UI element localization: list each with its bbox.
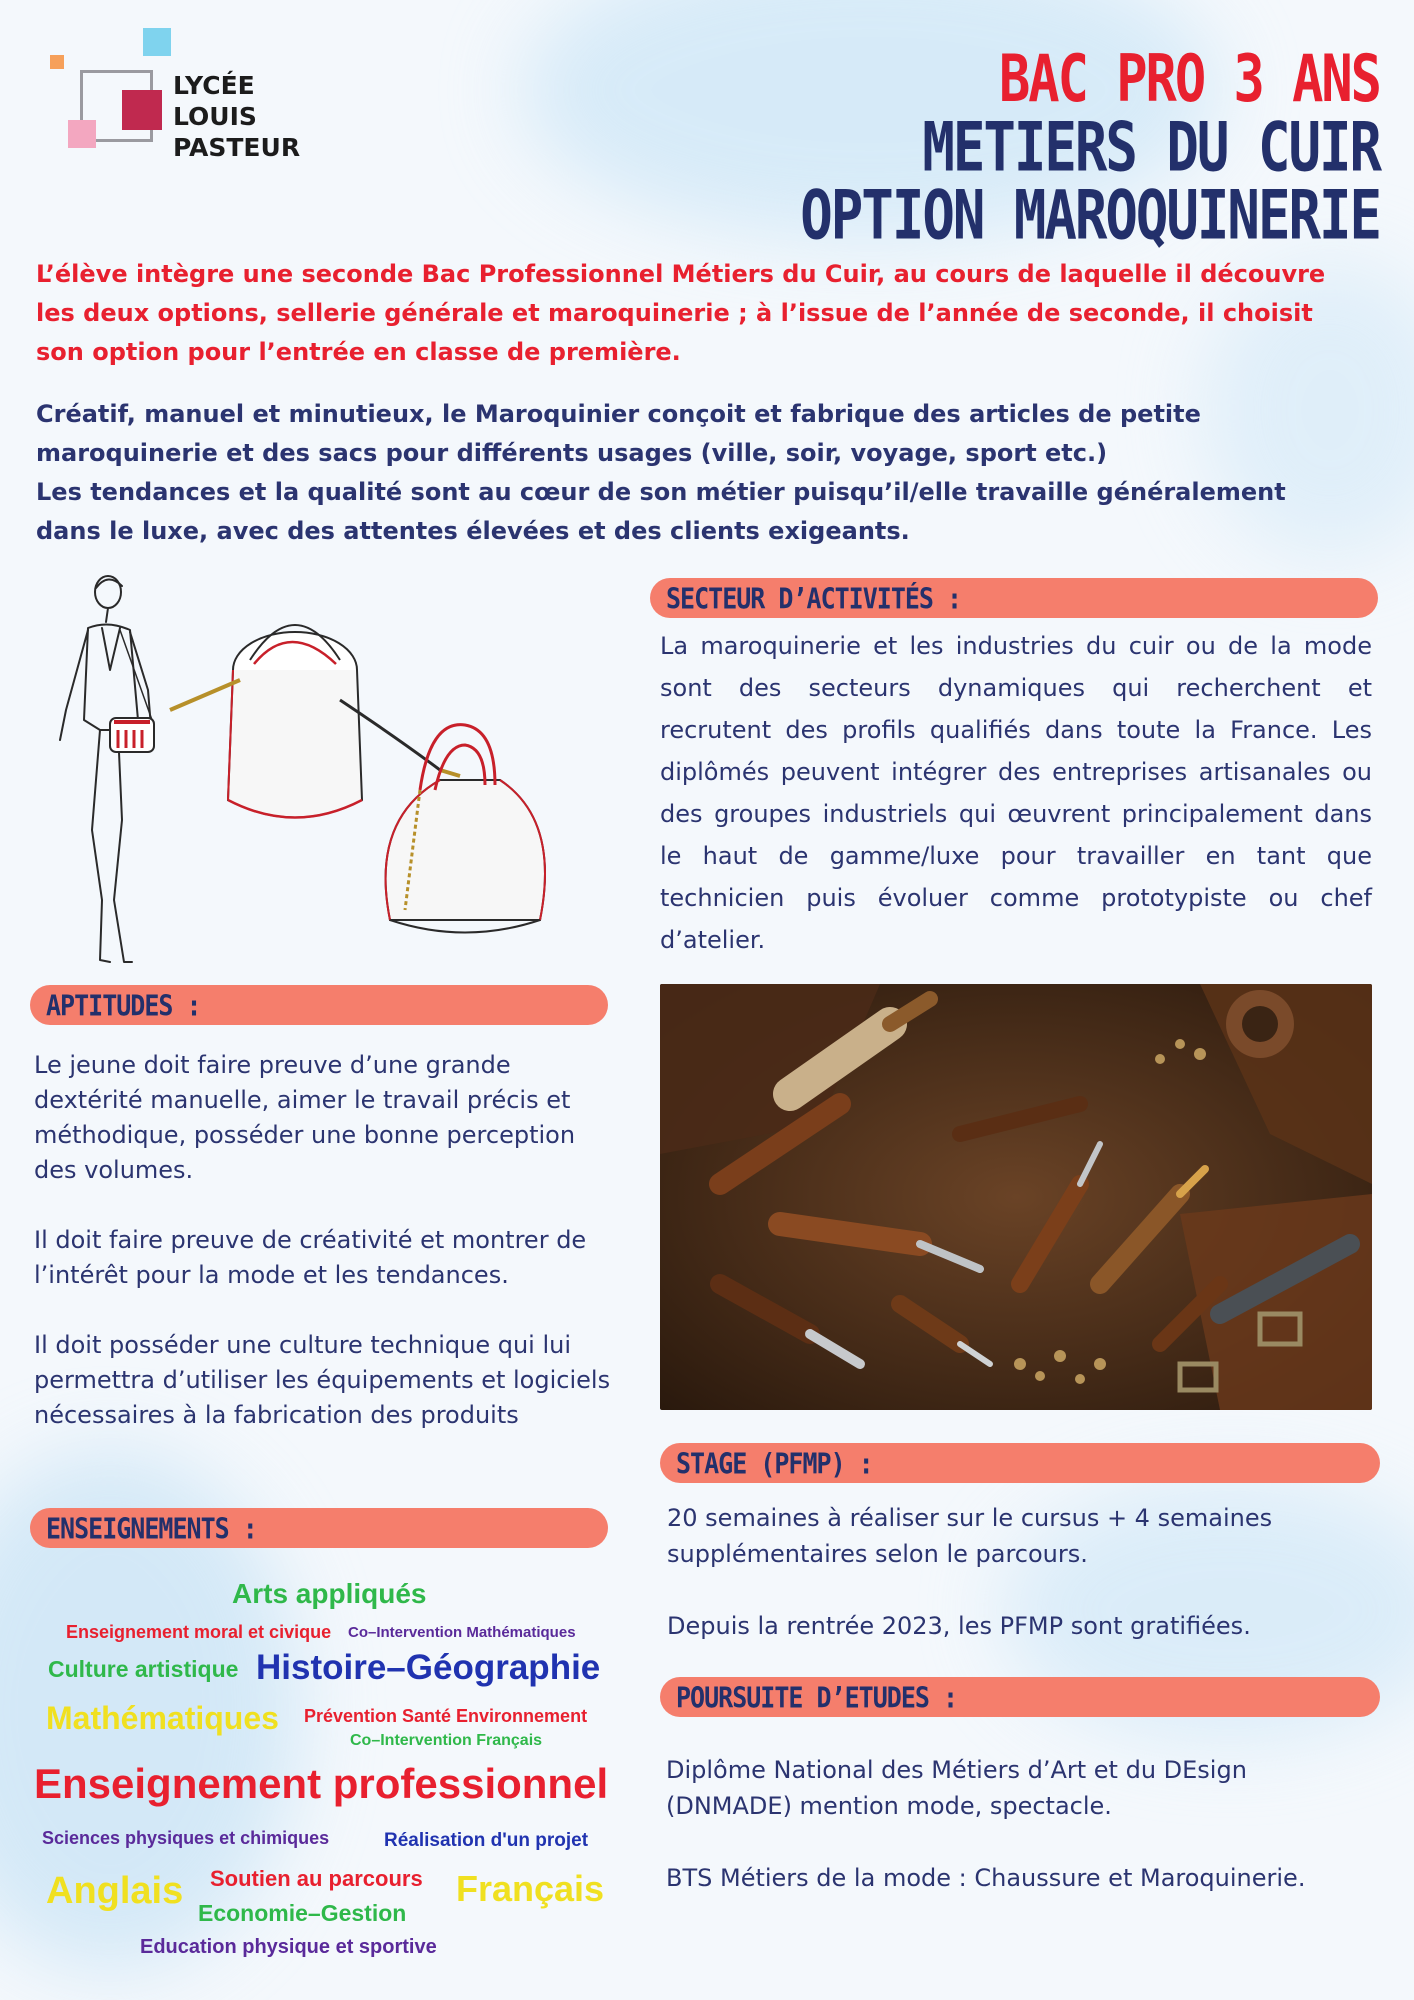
word-arts: Arts appliqués [232,1578,427,1609]
stage-header [660,1443,1380,1483]
word-emc: Enseignement moral et civique [66,1622,332,1642]
logo-line: LOUIS [173,102,257,131]
logo-square-cyan [143,28,171,56]
word-pro: Enseignement professionnel [34,1760,609,1807]
logo-square-orange [50,55,64,69]
enseignements-header-label: ENSEIGNEMENTS : [46,1512,257,1546]
aptitudes-paragraph: Il doit faire preuve de créativité et montrer de l’intérêt pour la mode et les tendances. [34,1226,587,1289]
word-maths: Mathématiques [46,1700,279,1736]
intro-red-paragraph: L’élève intègre une seconde Bac Professionnel Métiers du Cuir, au cours de laquelle il découvre les deux options, sellerie générale et maroquinerie ; à l’issue de l’année de seconde, il choisit son option pour l’entrée en classe de première. [36,260,1326,366]
bag-sketch-illustration [40,570,620,970]
logo-square-crimson [122,90,162,130]
intro-blue-paragraph: Créatif, manuel et minutieux, le Maroquinier conçoit et fabrique des articles de petite maroquinerie et des sacs pour différents usages (ville, soir, voyage, sport etc.) [36,400,1201,467]
intro-blue-block [36,395,1356,551]
leather-tools-photo [660,984,1372,1410]
intro-blue-paragraph: Les tendances et la qualité sont au cœur de son métier puisqu’il/elle travaille généralement dans le luxe, avec des attentes élevées et des clients exigeants. [36,478,1286,545]
title-line-2: METIERS DU CUIR [922,108,1380,187]
logo-line: PASTEUR [173,133,301,162]
stage-paragraph: Depuis la rentrée 2023, les PFMP sont gratifiées. [667,1612,1251,1640]
poursuite-text [666,1752,1376,1896]
aptitudes-paragraph: Il doit posséder une culture technique qui lui permettra d’utiliser les équipements et logiciels nécessaires à la fabrication des produits [34,1331,611,1429]
word-eco: Economie–Gestion [198,1900,407,1926]
word-culture: Culture artistique [48,1656,239,1682]
word-sciences: Sciences physiques et chimiques [42,1828,330,1848]
poursuite-paragraph: Diplôme National des Métiers d’Art et du DEsign (DNMADE) mention mode, spectacle. [666,1756,1247,1820]
secteur-text: La maroquinerie et les industries du cuir ou de la mode sont des secteurs dynamiques qui recherchent et recrutent des profils qualifiés dans toute la France. Les diplômés peuvent intégrer des entreprises artisanales ou des groupes industriels qui œuvrent principalement dans le haut de gamme/luxe pour travailler en tant que technicien puis évoluer comme prototypiste ou chef d’atelier. [660,632,1372,954]
aptitudes-header-label: APTITUDES : [46,989,201,1023]
stage-header-label: STAGE (PFMP) : [676,1447,873,1481]
stage-paragraph: 20 semaines à réaliser sur le cursus + 4 semaines supplémentaires selon le parcours. [667,1504,1273,1568]
stage-text [667,1500,1367,1644]
word-prevention: Prévention Santé Environnement [304,1706,588,1726]
poursuite-paragraph: BTS Métiers de la mode : Chaussure et Maroquinerie. [666,1864,1306,1892]
leather-tools-drawing [660,984,1372,1410]
logo-text [173,70,300,163]
aptitudes-text [34,1048,614,1433]
word-histoire: Histoire–Géographie [256,1648,601,1687]
secteur-header [650,578,1378,618]
title-line-1: BAC PRO 3 ANS [999,42,1380,117]
secteur-header-label: SECTEUR D’ACTIVITÉS : [666,582,962,616]
word-co-math: Co–Intervention Mathématiques [348,1624,576,1641]
word-anglais: Anglais [46,1870,184,1912]
aptitudes-paragraph: Le jeune doit faire preuve d’une grande dextérité manuelle, aimer le travail précis et méthodique, posséder une bonne perception des volumes. [34,1051,576,1184]
word-co-fr: Co–Intervention Français [350,1732,543,1749]
logo-line: LYCÉE [173,71,255,100]
enseignements-header [30,1508,608,1548]
word-eps: Education physique et sportive [140,1936,437,1958]
word-francais: Français [456,1868,605,1909]
title-line-3: OPTION MAROQUINERIE [800,176,1380,255]
aptitudes-header [30,985,608,1025]
poursuite-header-label: POURSUITE D’ETUDES : [676,1681,958,1715]
word-soutien: Soutien au parcours [210,1866,423,1891]
word-projet: Réalisation d'un projet [384,1830,589,1851]
logo-square-pink [68,120,96,148]
poursuite-header [660,1677,1380,1717]
